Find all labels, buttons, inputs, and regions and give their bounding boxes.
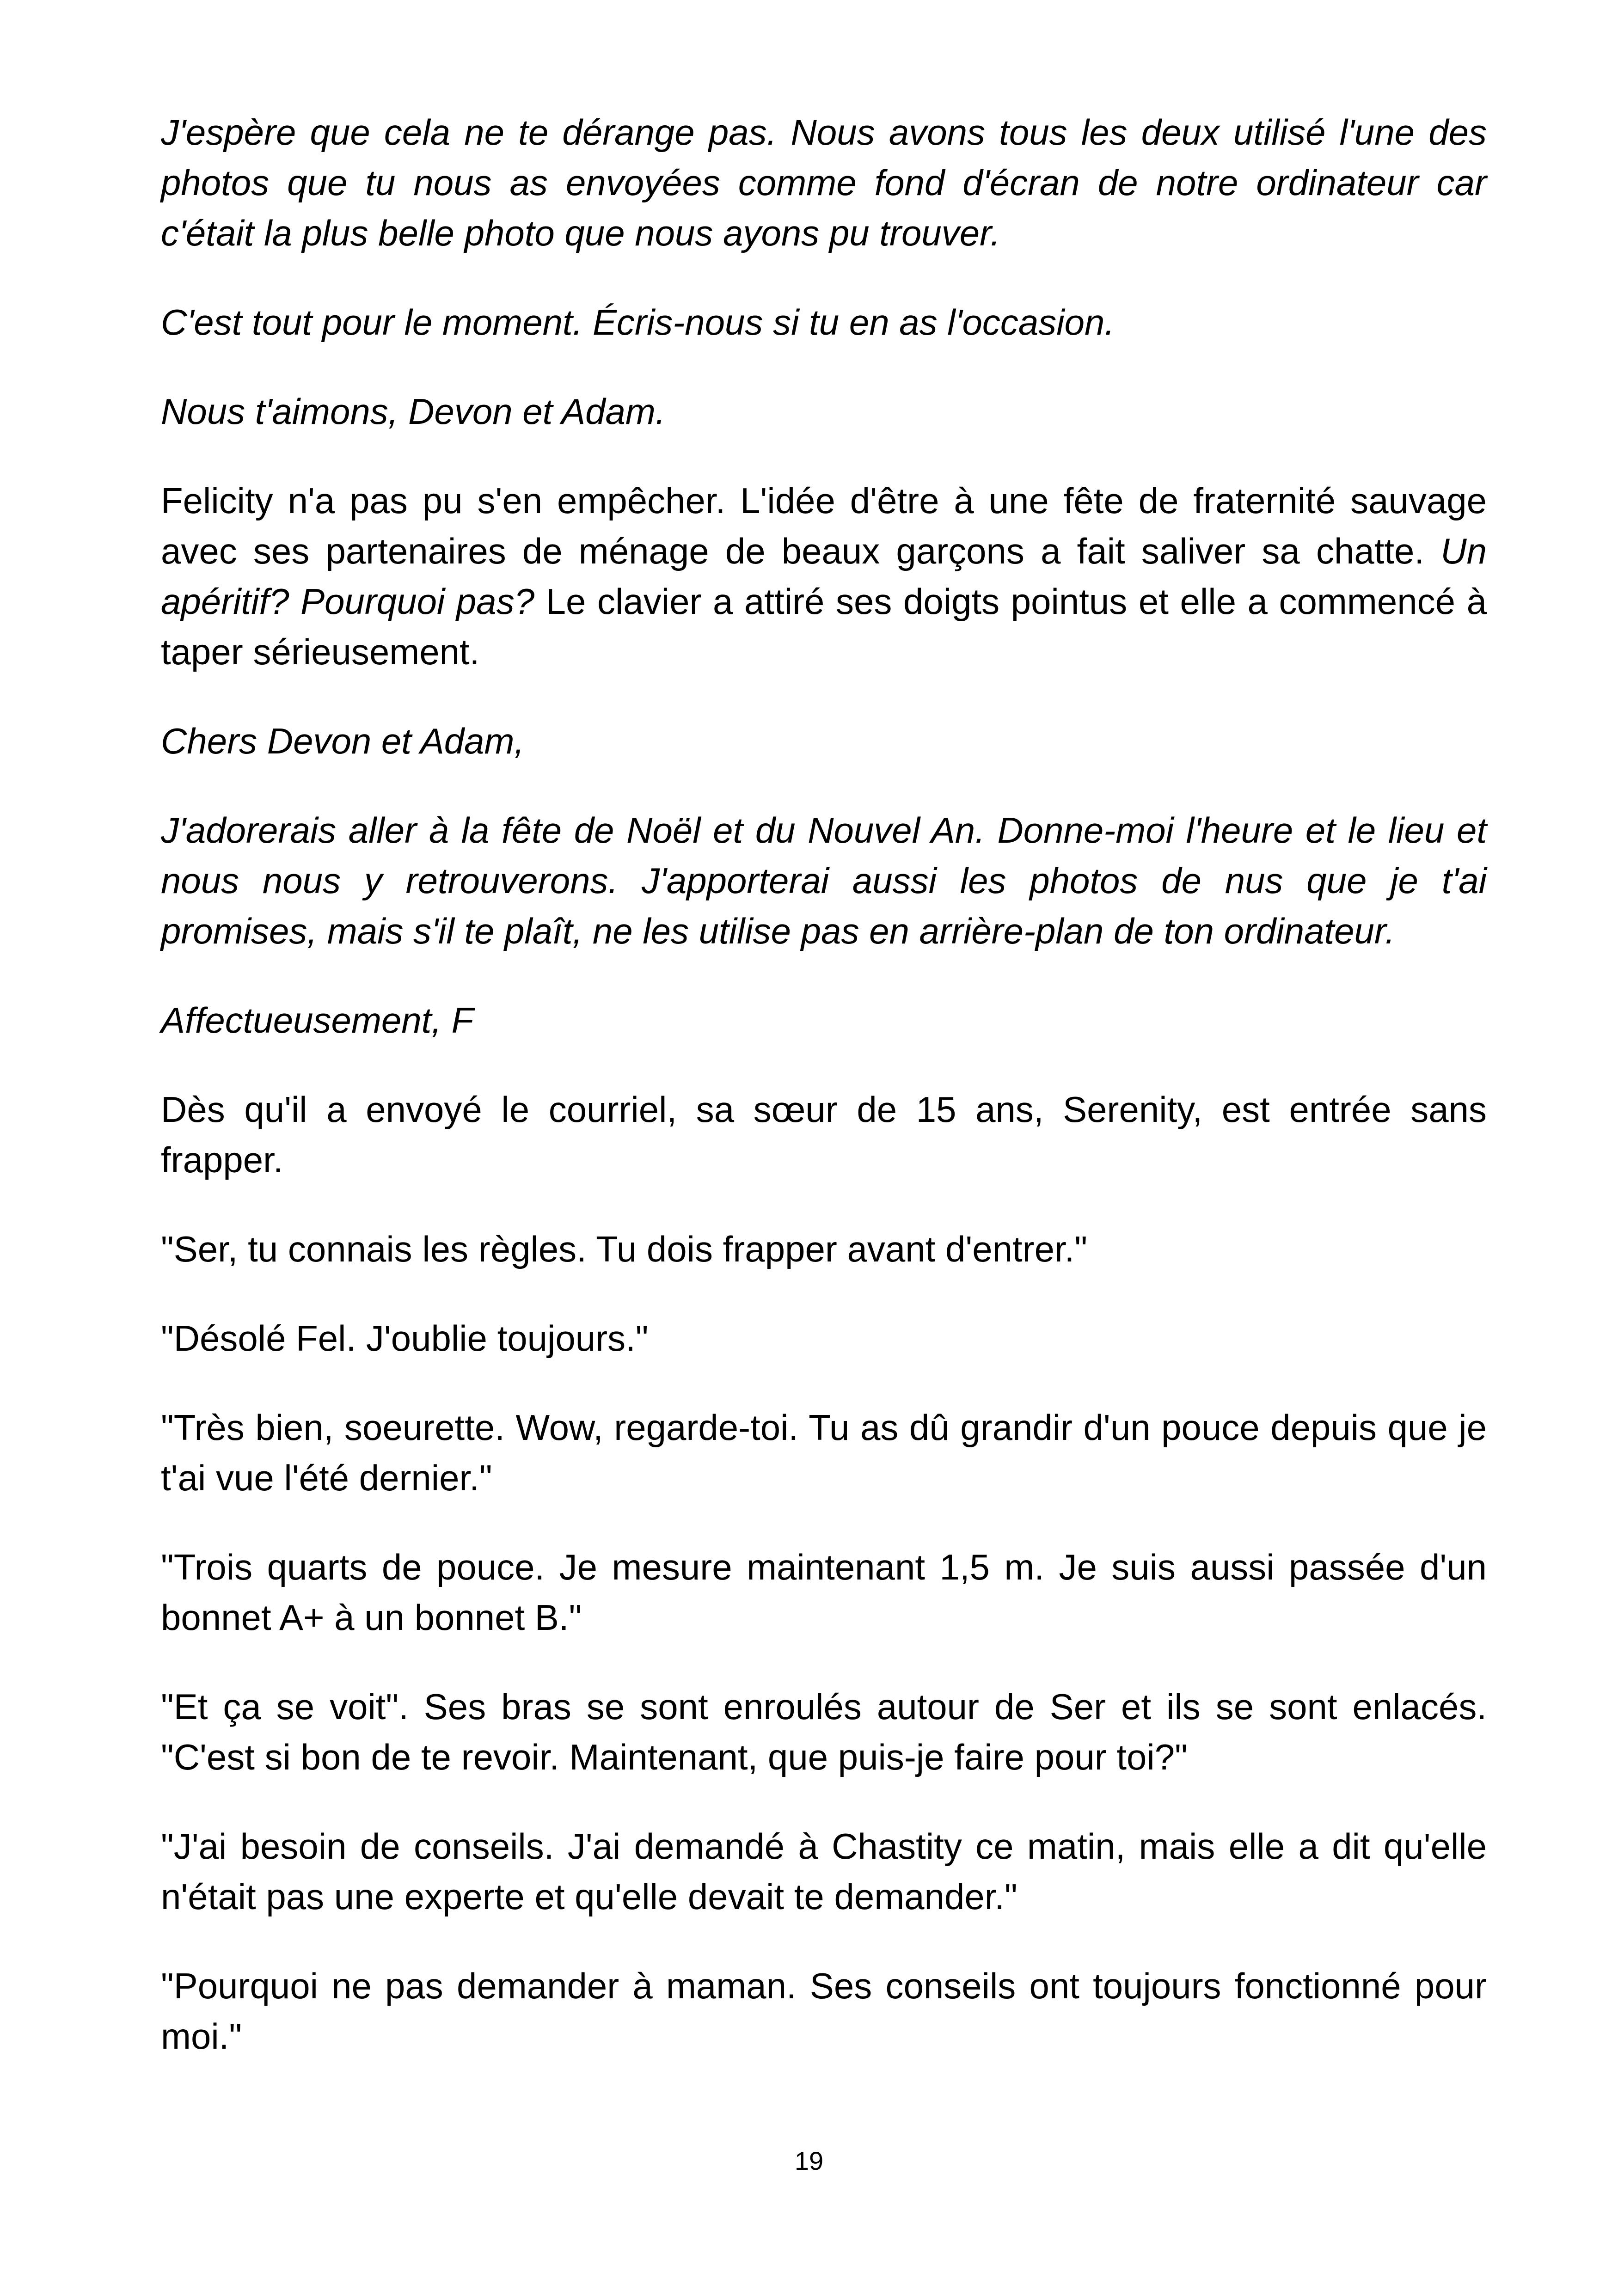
letter-greeting: Chers Devon et Adam, <box>161 721 525 761</box>
narrative-paragraph: Dès qu'il a envoyé le courriel, sa sœur de 15 ans, Serenity, est entrée sans frapper. <box>161 1089 1487 1180</box>
letter-signature: Affectueusement, F <box>161 1000 474 1041</box>
page-number: 19 <box>794 2146 824 2175</box>
dialogue-paragraph: "J'ai besoin de conseils. J'ai demandé à Chastity ce matin, mais elle a dit qu'elle n'était pas une experte et qu'elle devait te demander." <box>161 1826 1487 1917</box>
dialogue-paragraph: "Trois quarts de pouce. Je mesure maintenant 1,5 m. Je suis aussi passée d'un bonnet A+ à un bonnet B." <box>161 1547 1487 1638</box>
letter-paragraph: C'est tout pour le moment. Écris-nous si tu en as l'occasion. <box>161 302 1115 343</box>
dialogue-paragraph: "Désolé Fel. J'oublie toujours." <box>161 1318 649 1359</box>
dialogue-paragraph: "Et ça se voit". Ses bras se sont enroulés autour de Ser et ils se sont enlacés. "C'est si bon de te revoir. Maintenant, que puis-je faire pour toi?" <box>161 1686 1487 1777</box>
narrative-text: Le clavier a attiré ses doigts pointus et elle a commencé à taper sérieusement. <box>161 581 1487 672</box>
emphasis-text: Un apéritif? Pourquoi pas? <box>161 531 1487 622</box>
document-body <box>161 107 1487 2100</box>
letter-signature: Nous t'aimons, Devon et Adam. <box>161 391 666 432</box>
dialogue-paragraph: "Très bien, soeurette. Wow, regarde-toi. Tu as dû grandir d'un pouce depuis que je t'ai vue l'été dernier." <box>161 1407 1487 1498</box>
letter-paragraph: J'espère que cela ne te dérange pas. Nous avons tous les deux utilisé l'une des photos que tu nous as envoyées comme fond d'écran de notre ordinateur car c'était la plus belle photo que nous ayons pu trouver. <box>161 112 1487 253</box>
dialogue-paragraph: "Pourquoi ne pas demander à maman. Ses conseils ont toujours fonctionné pour moi." <box>161 1965 1487 2057</box>
dialogue-paragraph: "Ser, tu connais les règles. Tu dois frapper avant d'entrer." <box>161 1229 1088 1269</box>
narrative-text: Felicity n'a pas pu s'en empêcher. L'idée d'être à une fête de fraternité sauvage avec ses partenaires de ménage de beaux garçons a fait saliver sa chatte. <box>161 480 1487 571</box>
letter-paragraph: J'adorerais aller à la fête de Noël et du Nouvel An. Donne-moi l'heure et le lieu et nous nous y retrouverons. J'apporterai aussi les photos de nus que je t'ai promises, mais s'il te plaît, ne les utilise pas en arrière-plan de ton ordinateur. <box>161 810 1487 951</box>
narrative-paragraph <box>161 476 1487 677</box>
